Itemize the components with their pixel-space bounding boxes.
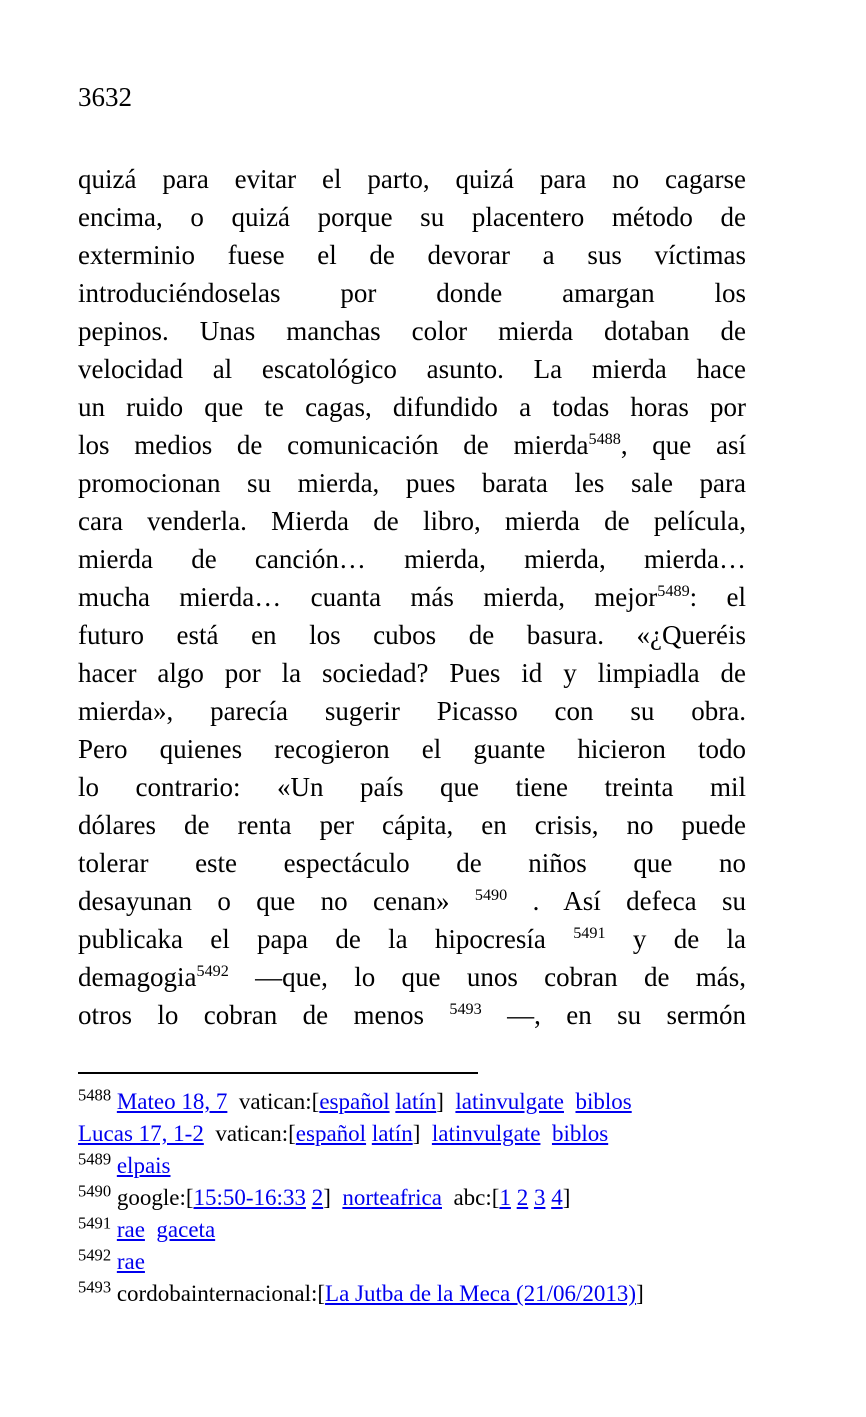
body-line [78, 920, 746, 958]
footnote-link[interactable]: 15:50-16:33 [193, 1185, 306, 1210]
footnote-number: 5492 [78, 1245, 112, 1265]
body-line [78, 844, 746, 882]
body-line [78, 464, 746, 502]
body-line [78, 160, 746, 198]
footnote-text: vatican:[ [227, 1089, 320, 1114]
body-line [78, 540, 746, 578]
footnote-number: 5491 [78, 1213, 112, 1233]
body-line [78, 274, 746, 312]
footnotes [78, 1086, 746, 1310]
body-line [78, 654, 746, 692]
footnote-number: 5488 [78, 1085, 112, 1105]
footnote-ref[interactable]: 5493 [449, 1000, 482, 1018]
footnote-link[interactable]: biblos [575, 1089, 632, 1114]
footnote-link[interactable]: 2 [311, 1185, 324, 1210]
body-text-segment: Pero quienes recogieron el guante hicieron todo [78, 734, 746, 764]
footnote-link[interactable]: 1 [499, 1185, 511, 1210]
footnote-link[interactable]: español [295, 1121, 367, 1146]
footnote-link[interactable]: rae [116, 1249, 145, 1274]
footnote-text [145, 1217, 157, 1242]
body-line [78, 882, 746, 920]
body-text-segment: introduciéndoselas por donde amargan los [78, 278, 746, 308]
body-line [78, 350, 746, 388]
footnote-line [78, 1150, 746, 1182]
footnote-link[interactable]: latín [395, 1089, 437, 1114]
footnote-link[interactable]: Lucas 17, 1-2 [78, 1121, 204, 1146]
body-text-segment: mierda de canción… mierda, mierda, mierda… [78, 544, 746, 574]
footnote-link[interactable]: 4 [551, 1185, 563, 1210]
body-text-segment: mucha mierda… cuanta más mierda, mejor [78, 582, 658, 612]
body-line [78, 388, 746, 426]
footnote-text: google:[ [116, 1185, 194, 1210]
footnote-ref[interactable]: 5488 [588, 430, 621, 448]
footnote-ref[interactable]: 5491 [573, 924, 606, 942]
body-text-segment: lo contrario: «Un país que tiene treinta mil [78, 772, 746, 802]
footnote-line [78, 1086, 746, 1118]
body-text-segment: . Así defeca su [507, 886, 746, 916]
body-text-segment: encima, o quizá porque su placentero método de [78, 202, 746, 232]
body-text-segment: un ruido que te cagas, difundido a todas horas por [78, 392, 746, 422]
body-text-segment: —, en su sermón [481, 1000, 746, 1030]
footnote-ref[interactable]: 5490 [474, 886, 508, 904]
footnote-link[interactable]: 3 [533, 1185, 546, 1210]
footnote-link[interactable]: rae [116, 1217, 145, 1242]
body-line [78, 312, 746, 350]
footnote-number: 5493 [78, 1277, 112, 1297]
body-text [78, 160, 746, 1034]
body-text-segment: , que así [620, 430, 747, 460]
footnote-separator [78, 1072, 478, 1074]
footnote-text: vatican:[ [203, 1121, 296, 1146]
footnote-link[interactable]: latín [371, 1121, 413, 1146]
footnote-link[interactable]: Mateo 18, 7 [116, 1089, 228, 1114]
body-text-segment: futuro está en los cubos de basura. «¿Queréis [78, 620, 746, 650]
footnote-text [540, 1121, 552, 1146]
body-text-segment: cara venderla. Mierda de libro, mierda de película, [78, 506, 746, 536]
footnote-text [564, 1089, 576, 1114]
body-line [78, 426, 746, 464]
footnote-link[interactable]: gaceta [156, 1217, 216, 1242]
footnote-link[interactable]: latinvulgate [455, 1089, 564, 1114]
footnote-text: abc:[ [441, 1185, 500, 1210]
footnote-text: ] [436, 1089, 456, 1114]
body-line [78, 502, 746, 540]
body-line [78, 616, 746, 654]
body-text-segment: mierda», parecía sugerir Picasso con su obra. [78, 696, 746, 726]
footnote-link[interactable]: norteafrica [342, 1185, 442, 1210]
footnote-ref[interactable]: 5492 [196, 962, 229, 980]
page-number: 3632 [78, 82, 132, 112]
footnote-text: ] [562, 1185, 571, 1210]
body-text-segment: promocionan su mierda, pues barata les sale para [78, 468, 746, 498]
footnote-text: ] [323, 1185, 343, 1210]
footnote-link[interactable]: latinvulgate [431, 1121, 541, 1146]
body-line [78, 768, 746, 806]
footnote-line [78, 1214, 746, 1246]
body-line [78, 996, 746, 1034]
body-text-segment: publicaka el papa de la hipocresía [78, 924, 574, 954]
body-text-segment: —que, lo que unos cobran de más, [228, 962, 746, 992]
footnote-text: ] [636, 1281, 644, 1306]
body-text-segment: pepinos. Unas manchas color mierda dotaban de [78, 316, 746, 346]
body-line [78, 730, 746, 768]
footnote-number: 5489 [78, 1149, 112, 1169]
footnote-link[interactable]: español [319, 1089, 390, 1114]
body-text-segment: y de la [605, 924, 746, 954]
footnote-text: cordobainternacional:[ [116, 1281, 326, 1306]
body-text-segment: : el [689, 582, 746, 612]
body-text-segment: demagogia [78, 962, 197, 992]
footnote-number: 5490 [78, 1181, 112, 1201]
footnote-ref[interactable]: 5489 [657, 582, 690, 600]
body-text-segment: los medios de comunicación de mierda [78, 430, 589, 460]
body-text-segment: dólares de renta per cápita, en crisis, no puede [78, 810, 746, 840]
footnote-link[interactable]: elpais [116, 1153, 171, 1178]
footnote-text: ] [412, 1121, 432, 1146]
body-line [78, 806, 746, 844]
body-line [78, 236, 746, 274]
body-line [78, 958, 746, 996]
footnote-line [78, 1182, 746, 1214]
footnote-line [78, 1278, 746, 1310]
body-line [78, 198, 746, 236]
footnote-link[interactable]: biblos [551, 1121, 609, 1146]
footnote-line [78, 1118, 746, 1150]
footnote-link[interactable]: 2 [516, 1185, 529, 1210]
body-text-segment: velocidad al escatológico asunto. La mierda hace [78, 354, 746, 384]
body-text-segment: exterminio fuese el de devorar a sus víctimas [78, 240, 746, 270]
body-text-segment: hacer algo por la sociedad? Pues id y limpiadla de [78, 658, 746, 688]
body-line [78, 578, 746, 616]
body-line [78, 692, 746, 730]
body-text-segment: tolerar este espectáculo de niños que no [78, 848, 746, 878]
body-text-segment: desayunan o que no cenan» [78, 886, 475, 916]
footnote-link[interactable]: La Jutba de la Meca (21/06/2013) [325, 1281, 637, 1306]
footnote-line [78, 1246, 746, 1278]
body-text-segment: quizá para evitar el parto, quizá para no cagarse [78, 164, 746, 194]
body-text-segment: otros lo cobran de menos [78, 1000, 450, 1030]
